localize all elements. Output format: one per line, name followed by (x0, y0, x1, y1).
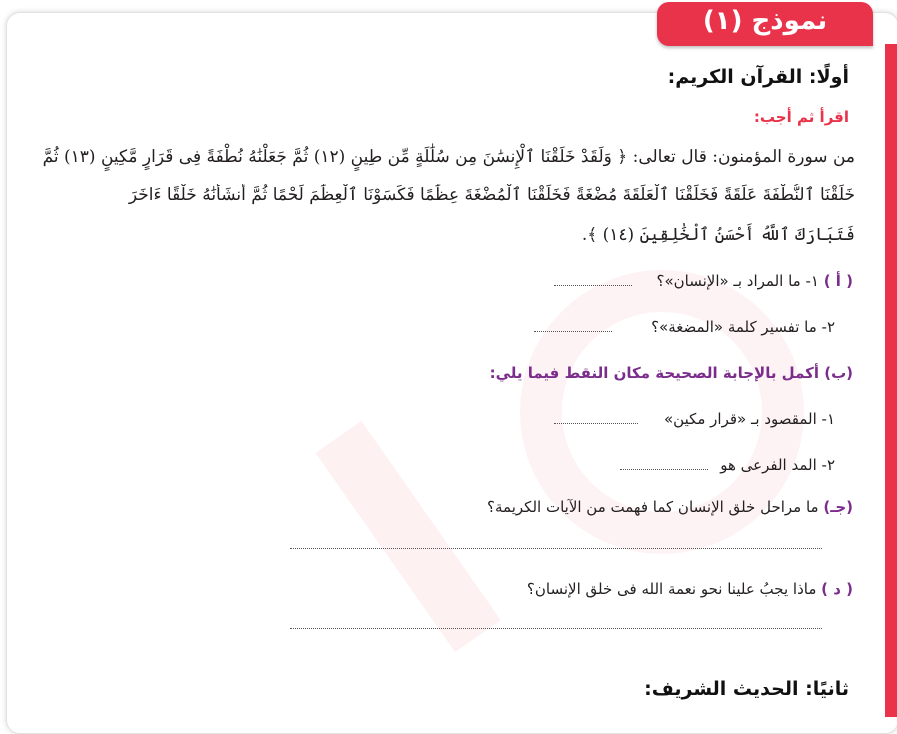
quran-line-1: من سورة المؤمنون: قال تعالى: ﴿ وَلَقَدْ خَلَقْنَا ٱلْإِنسَٰنَ مِن سُلَٰلَةٍ مِّن طِينٍ (١٢) ثُمَّ جَعَلْنَٰهُ نُطْفَةً فِى قَرَارٍ مَّكِينٍ (١٣) ثُمَّ (42, 147, 855, 167)
answer-d-line[interactable] (290, 628, 822, 629)
page-title: نموذج (١) (702, 6, 828, 36)
answer-a1-line[interactable] (554, 285, 632, 286)
accent-side-bar (885, 44, 897, 717)
question-a1-text: ١- ما المراد بـ «الإنسان»؟ (656, 272, 819, 290)
question-a-label: ( أ ) (823, 272, 853, 290)
quran-line-2: خَلَقْنَا ٱلنُّطْفَةَ عَلَقَةً فَخَلَقْنَا ٱلْعَلَقَةَ مُضْغَةً فَخَلَقْنَا ٱلْمُضْغَةَ عِظَٰمًا فَكَسَوْنَا ٱلْعِظَٰمَ لَحْمًا ثُمَّ أَنشَأْنَٰهُ خَلْقًا ءَاخَرَ (128, 185, 855, 205)
question-b-heading: (ب) أكمل بالإجابة الصحيحة مكان النقط فيما يلي: (489, 364, 853, 382)
question-a2-text: ٢- ما تفسير كلمة «المضغة»؟ (651, 318, 835, 336)
answer-b1-line[interactable] (554, 423, 638, 424)
question-c-text: ما مراحل خلق الإنسان كما فهمت من الآيات الكريمة؟ (487, 498, 819, 516)
instruction-read-answer: اقرأ ثم أجب: (753, 108, 849, 126)
section-heading-quran: أولًا: القرآن الكريم: (667, 66, 849, 88)
answer-c-line[interactable] (290, 548, 822, 549)
question-d-label: ( د ) (821, 580, 853, 598)
quran-line-3: فَتَبَارَكَ ٱللَّهُ أَحْسَنُ ٱلْخَٰلِقِينَ (١٤) ﴾. (581, 225, 855, 245)
question-b1-text: ١- المقصود بـ «قرار مكين» (663, 410, 835, 428)
answer-a2-line[interactable] (534, 331, 612, 332)
question-b2-text: ٢- المد الفرعى هو (720, 456, 835, 474)
question-c-label: (جـ) (823, 498, 853, 516)
section-heading-hadith: ثانيًا: الحديث الشريف: (644, 678, 849, 700)
answer-b2-line[interactable] (620, 469, 708, 470)
question-d-text: ماذا يجبُ علينا نحو نعمة الله فى خلق الإنسان؟ (526, 580, 817, 598)
